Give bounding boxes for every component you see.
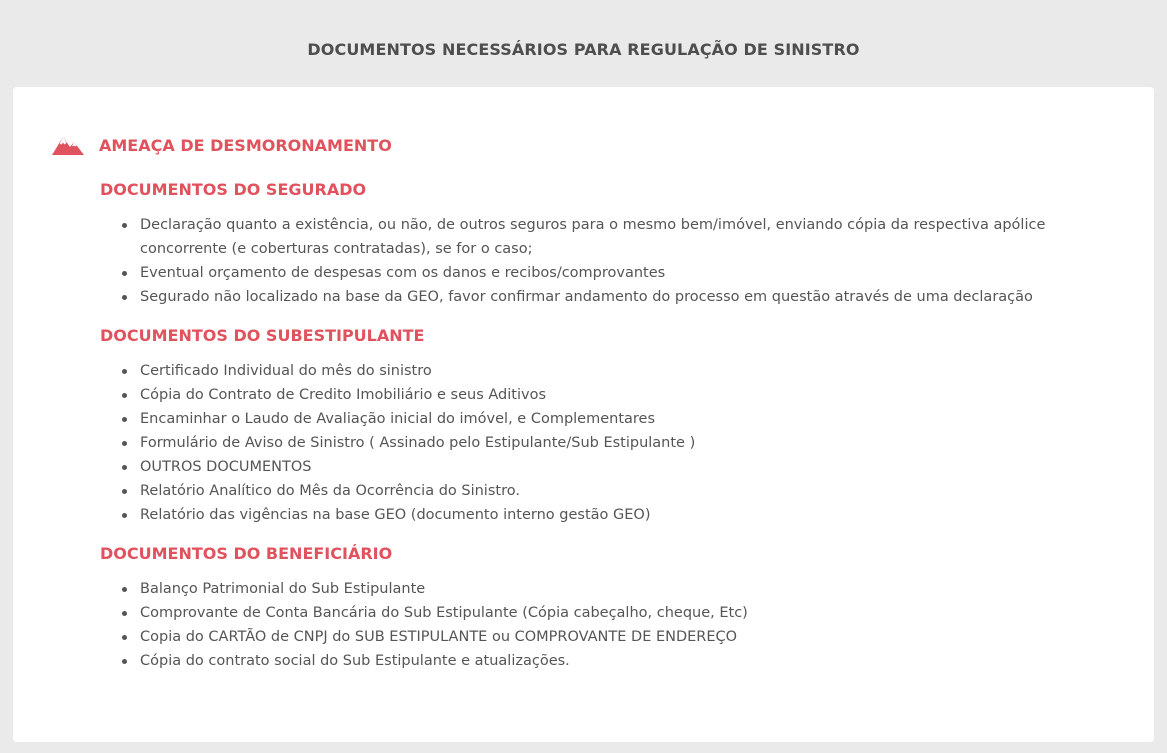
list-item: Cópia do contrato social do Sub Estipulante e atualizações. xyxy=(120,649,1130,673)
list-item: Segurado não localizado na base da GEO, favor confirmar andamento do processo em questão através de uma declaração xyxy=(120,285,1130,309)
list-item: Certificado Individual do mês do sinistro xyxy=(120,359,1130,383)
list-item: Encaminhar o Laudo de Avaliação inicial do imóvel, e Complementares xyxy=(120,407,1130,431)
list-item: Declaração quanto a existência, ou não, de outros seguros para o mesmo bem/imóvel, enviando cópia da respectiva apólice concorrente (e coberturas contratadas), se for o caso; xyxy=(120,213,1130,261)
group-title-beneficiario: DOCUMENTOS DO BENEFICIÁRIO xyxy=(100,544,393,563)
page-title: DOCUMENTOS NECESSÁRIOS PARA REGULAÇÃO DE SINISTRO xyxy=(307,40,860,59)
mountain-icon xyxy=(52,135,84,155)
list-item: Eventual orçamento de despesas com os danos e recibos/comprovantes xyxy=(120,261,1130,285)
list-item: Cópia do Contrato de Credito Imobiliário e seus Aditivos xyxy=(120,383,1130,407)
list-item: Relatório Analítico do Mês da Ocorrência do Sinistro. xyxy=(120,479,1130,503)
list-item: Relatório das vigências na base GEO (documento interno gestão GEO) xyxy=(120,503,1130,527)
documents-card xyxy=(13,87,1154,742)
document-list-subestipulante xyxy=(100,359,1130,527)
document-list-segurado xyxy=(100,213,1130,309)
document-list-beneficiario xyxy=(100,577,1130,673)
section-title: AMEAÇA DE DESMORONAMENTO xyxy=(99,136,392,155)
documents-content xyxy=(100,179,1130,689)
list-item: Balanço Patrimonial do Sub Estipulante xyxy=(120,577,1130,601)
list-item: Copia do CARTÃO de CNPJ do SUB ESTIPULANTE ou COMPROVANTE DE ENDEREÇO xyxy=(120,625,1130,649)
list-item: Formulário de Aviso de Sinistro ( Assinado pelo Estipulante/Sub Estipulante ) xyxy=(120,431,1130,455)
list-item: Comprovante de Conta Bancária do Sub Estipulante (Cópia cabeçalho, cheque, Etc) xyxy=(120,601,1130,625)
list-item: OUTROS DOCUMENTOS xyxy=(120,455,1130,479)
group-title-subestipulante: DOCUMENTOS DO SUBESTIPULANTE xyxy=(100,326,425,345)
group-title-segurado: DOCUMENTOS DO SEGURADO xyxy=(100,180,367,199)
